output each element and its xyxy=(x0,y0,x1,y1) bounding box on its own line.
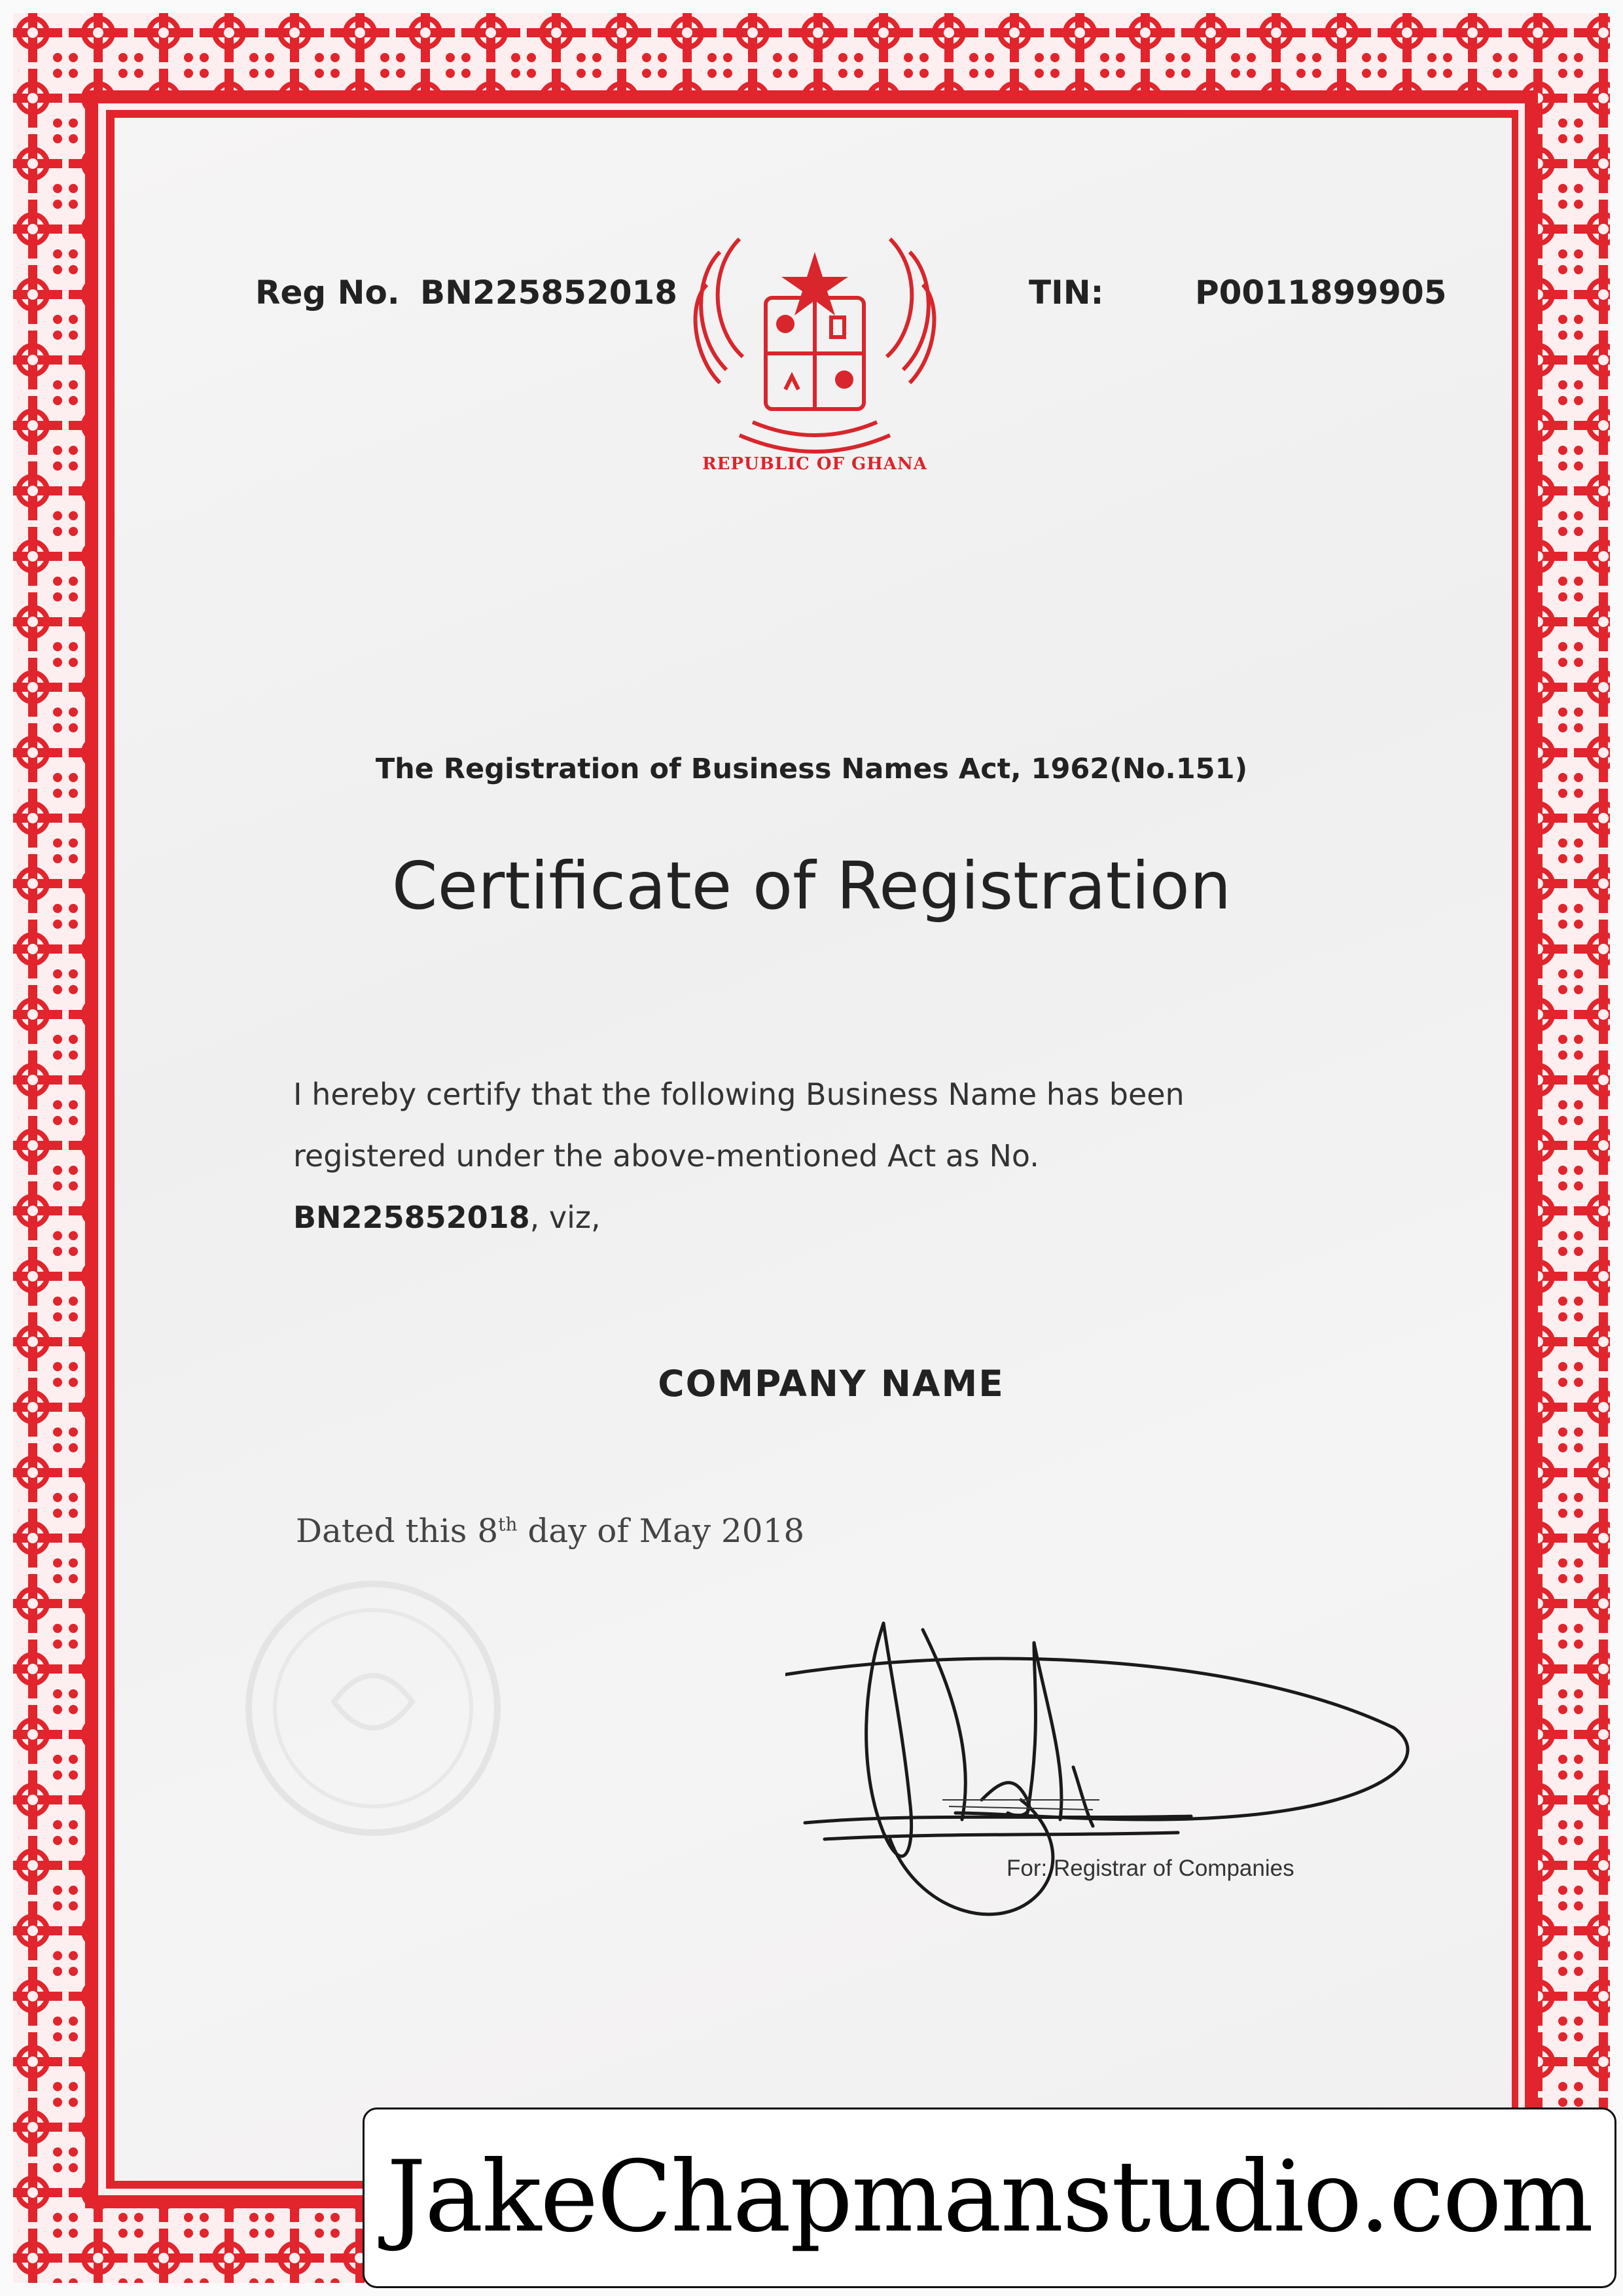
reg-no-label: Reg No. xyxy=(255,274,400,312)
statement-line-1: I hereby certify that the following Business Name has been xyxy=(293,1077,1185,1112)
embossed-seal-icon xyxy=(236,1571,510,1846)
date-suffix: day of May 2018 xyxy=(517,1512,805,1550)
statement-line-3 xyxy=(293,1187,1185,1248)
act-reference: The Registration of Business Names Act, 1962(No.151) xyxy=(375,753,1248,785)
reg-no-value: BN225852018 xyxy=(420,274,678,312)
date-prefix: Dated this 8 xyxy=(296,1512,499,1550)
certification-statement xyxy=(293,1064,1185,1248)
watermark-banner xyxy=(363,2108,1616,2288)
date-ordinal: th xyxy=(498,1513,518,1535)
watermark-text: JakeChapmanstudio.com xyxy=(386,2140,1593,2254)
certificate-title: Certificate of Registration xyxy=(391,848,1232,924)
statement-number: BN225852018 xyxy=(293,1200,530,1235)
coat-of-arms-icon xyxy=(681,226,949,475)
statement-line-2: registered under the above-mentioned Act as No. xyxy=(293,1138,1039,1174)
date-line xyxy=(296,1512,804,1550)
tin-value: P0011899905 xyxy=(1195,274,1447,312)
registrar-line: For: Registrar of Companies xyxy=(1007,1856,1294,1881)
signature-icon xyxy=(785,1604,1453,1970)
tin-label: TIN: xyxy=(1029,274,1104,312)
crest-caption: REPUBLIC OF GHANA xyxy=(702,454,927,474)
statement-suffix: , viz, xyxy=(529,1200,601,1235)
company-name: COMPANY NAME xyxy=(658,1363,1005,1405)
